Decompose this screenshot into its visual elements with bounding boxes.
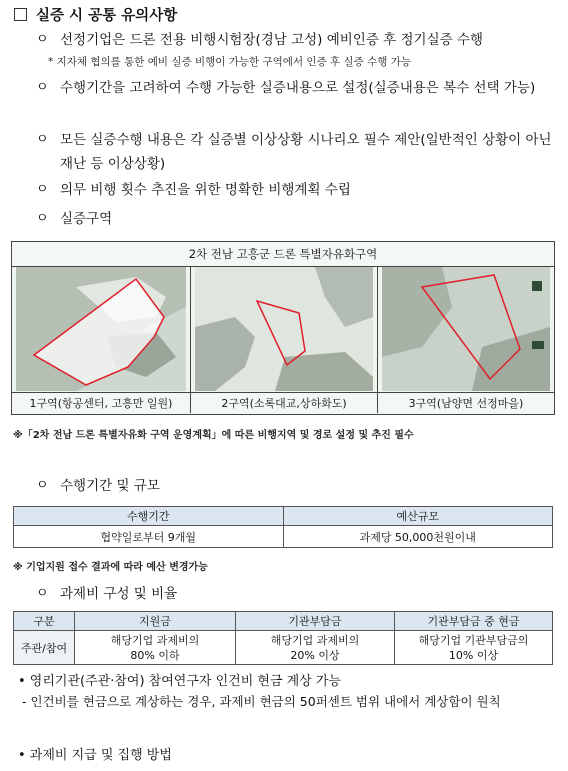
- dot-item: • 영리기관(주관·참여) 참여연구자 인건비 현금 계상 가능: [18, 674, 342, 689]
- table-header-cell: 예산규모: [283, 507, 553, 526]
- circle-bullet-icon: ㅇ: [36, 32, 49, 47]
- zone3-map-image: [382, 267, 550, 391]
- bullet-text: 모든 실증수행 내용은 각 실증별 이상상황 시나리오 필수 제안(일반적인 상황이 아닌 재난 등 이상상황): [60, 132, 552, 172]
- bullet-text: 수행기간 및 규모: [60, 478, 160, 494]
- circle-bullet-icon: ㅇ: [36, 132, 49, 147]
- section-heading: 실증 시 공통 유의사항: [14, 4, 177, 25]
- bullet-text: 수행기간을 고려하여 수행 가능한 실증내용으로 설정(실증내용은 복수 선택 가능): [60, 80, 536, 96]
- table-header-cell: 기관부담금: [236, 612, 395, 631]
- circle-bullet-icon: ㅇ: [36, 478, 49, 493]
- circle-bullet-icon: ㅇ: [36, 182, 49, 197]
- table-row: [14, 526, 553, 548]
- zone1-map-image: [16, 267, 186, 391]
- zone-map-panel: [11, 241, 555, 415]
- table-header-row: [14, 507, 553, 526]
- bullet-text: 과제비 구성 및 비율: [60, 586, 178, 602]
- table-cell: 주관/참여: [14, 631, 75, 665]
- table-cell: 과제당 50,000천원이내: [283, 526, 553, 548]
- circle-bullet-icon: ㅇ: [36, 211, 49, 226]
- cost-table: [13, 611, 553, 665]
- table-header-cell: 구분: [14, 612, 75, 631]
- period-table: [13, 506, 553, 548]
- table-header-row: [14, 612, 553, 631]
- bullet-text: 의무 비행 횟수 추진을 위한 명확한 비행계획 수립: [60, 182, 351, 198]
- bullet-text: 선정기업은 드론 전용 비행시험장(경남 고성) 예비인증 후 정기실증 수행: [60, 32, 484, 48]
- zone2-caption: 2구역(소록대교,상하화도): [191, 392, 377, 414]
- map-note: ※「2차 전남 드론 특별자유화 구역 운영계획」에 따른 비행지역 및 경로 설정 및 추진 필수: [13, 430, 414, 441]
- budget-note: ※ 기업지원 접수 결과에 따라 예산 변경가능: [13, 562, 208, 573]
- table-cell: 해당기업 과제비의 20% 이상: [236, 631, 395, 665]
- table-row: [14, 631, 553, 665]
- zone3-caption: 3구역(남양면 선정마을): [378, 392, 554, 414]
- table-header-cell: 수행기간: [14, 507, 284, 526]
- table-cell: 해당기업 과제비의 80% 이하: [75, 631, 236, 665]
- checkbox-square-icon: [14, 8, 27, 21]
- table-cell: 협약일로부터 9개월: [14, 526, 284, 548]
- dot-item: • 과제비 지급 및 집행 방법: [18, 748, 172, 763]
- circle-bullet-icon: ㅇ: [36, 80, 49, 95]
- zone2-map-image: [195, 267, 373, 391]
- table-header-cell: 기관부담금 중 현금: [395, 612, 553, 631]
- circle-bullet-icon: ㅇ: [36, 586, 49, 601]
- bullet-text: 실증구역: [60, 211, 113, 227]
- table-header-cell: 지원금: [75, 612, 236, 631]
- zone1-caption: 1구역(항공센터, 고흥만 일원): [12, 392, 190, 414]
- map-title: 2차 전남 고흥군 드론 특별자유화구역: [12, 242, 554, 267]
- dash-item: - 인건비를 현금으로 계상하는 경우, 과제비 현금의 50퍼센트 범위 내에서 계상함이 원칙: [22, 694, 501, 709]
- footnote: * 지자체 협의를 통한 예비 실증 비행이 가능한 구역에서 인증 후 실증 수행 가능: [48, 56, 412, 68]
- table-cell: 해당기업 기관부담금의 10% 이상: [395, 631, 553, 665]
